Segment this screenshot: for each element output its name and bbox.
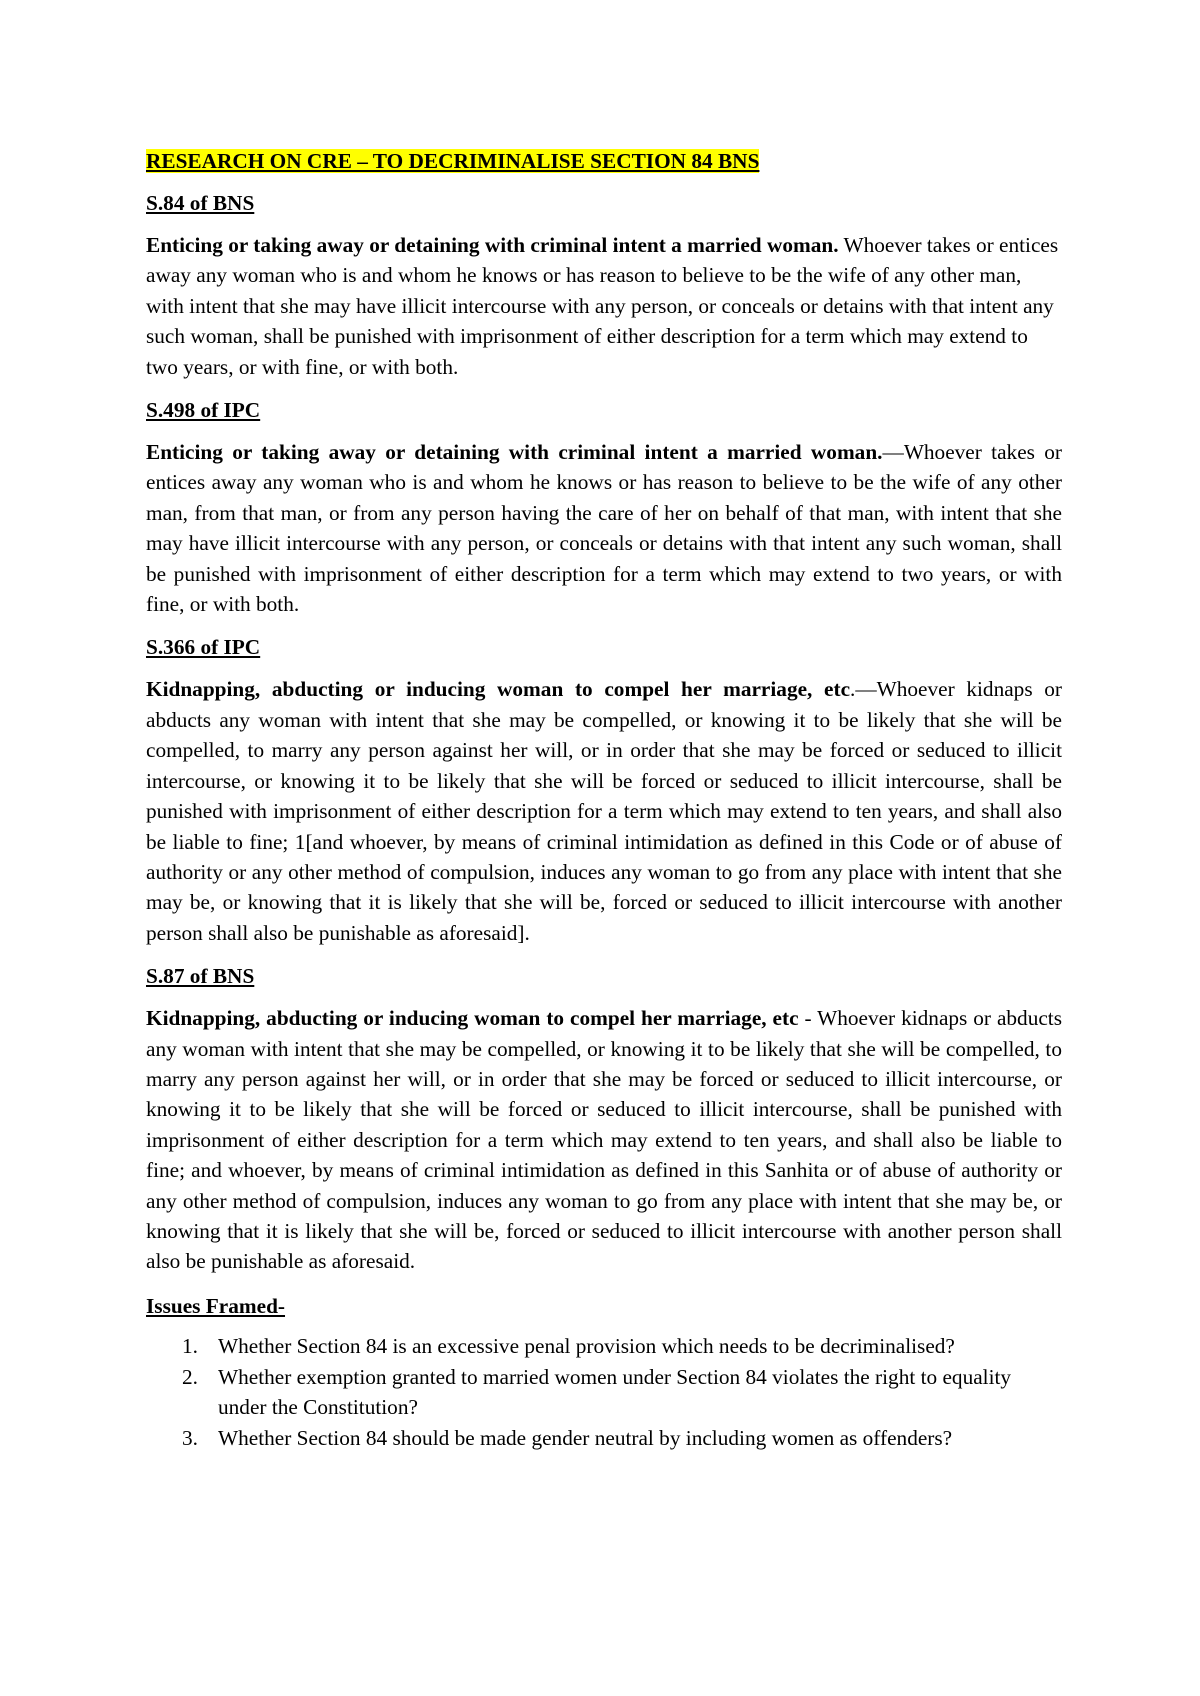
list-item-number: 2.: [182, 1364, 198, 1389]
section-heading-s84-bns: S.84 of BNS: [146, 191, 255, 215]
list-item-text: Whether Section 84 is an excessive penal provision which needs to be decriminalised?: [218, 1333, 955, 1358]
section-lead: Enticing or taking away or detaining with criminal intent a married woman.: [146, 233, 839, 257]
list-item: [182, 1331, 1062, 1361]
section-heading-s87-bns: S.87 of BNS: [146, 964, 255, 989]
section-body: .—Whoever kidnaps or abducts any woman with intent that she may be compelled, or knowing it to be likely that she will be compelled, to marry any person against her will, or in order that she may be forced or seduced to illicit intercourse, or knowing it to be likely that she will be forced or seduced to illicit intercourse, shall be punished with imprisonment of either description for a term which may extend to ten years, and shall also be liable to fine; 1[and whoever, by means of criminal intimidation as defined in this Code or of abuse of authority or any other method of compulsion, induces any woman to go from any place with intent that she may be, or knowing that it is likely that she will be, forced or seduced to illicit intercourse with another person shall also be punishable as aforesaid].: [146, 677, 1063, 945]
list-item-text: Whether Section 84 should be made gender neutral by including women as offenders?: [218, 1425, 953, 1450]
list-item-number: 1.: [182, 1333, 198, 1358]
document-page: [146, 146, 1062, 1454]
section-body: —Whoever takes or entices away any woman who is and whom he knows or has reason to believe to be the wife of any other man, from that man, or from any person having the care of her on behalf of that man, with intent that she may have illicit intercourse with any person, or conceals or detains with that intent any such woman, shall be punished with imprisonment of either description for a term which may extend to two years, or with fine, or with both.: [146, 440, 1062, 617]
section-lead: Kidnapping, abducting or inducing woman to compel her marriage, etc: [146, 677, 851, 702]
issues-list: [146, 1331, 1062, 1453]
document-title-text: RESEARCH ON CRE – TO DECRIMINALISE SECTION 84 BNS: [146, 149, 760, 173]
section-paragraph-s366-ipc: [146, 674, 1062, 948]
list-item-number: 3.: [182, 1425, 198, 1450]
section-heading-s366-ipc: S.366 of IPC: [146, 635, 261, 660]
list-item: [182, 1362, 1062, 1422]
list-item: [182, 1423, 1062, 1453]
section-lead: Kidnapping, abducting or inducing woman to compel her marriage, etc: [146, 1006, 799, 1031]
document-title: [146, 146, 1062, 176]
section-paragraph-s87-bns: [146, 1003, 1062, 1277]
section-paragraph-s84-bns: [146, 230, 1062, 382]
list-item-text: Whether exemption granted to married women under Section 84 violates the right to equality under the Constitution?: [218, 1364, 1012, 1419]
section-heading-s498-ipc: S.498 of IPC: [146, 398, 261, 423]
section-body: Whoever takes or entices away any woman who is and whom he knows or has reason to believe to be the wife of any other man, with intent that she may have illicit intercourse with any person, or conceals or detains with that intent any such woman, shall be punished with imprisonment of either description for a term which may extend to two years, or with fine, or with both.: [146, 233, 1059, 379]
section-lead: Enticing or taking away or detaining with criminal intent a married woman.: [146, 440, 883, 465]
section-paragraph-s498-ipc: [146, 437, 1062, 619]
section-body: - Whoever kidnaps or abducts any woman with intent that she may be compelled, or knowing it to be likely that she will be compelled, to marry any person against her will, or in order that she may be forced or seduced to illicit intercourse, or knowing it to be likely that she will be forced or seduced to illicit intercourse, shall be punished with imprisonment of either description for a term which may extend to ten years, and shall also be liable to fine; and whoever, by means of criminal intimidation as defined in this Sanhita or of abuse of authority or any other method of compulsion, induces any woman to go from any place with intent that she may be, or knowing that it is likely that she will be, forced or seduced to illicit intercourse with another person shall also be punishable as aforesaid.: [146, 1006, 1063, 1274]
issues-heading: Issues Framed-: [146, 1293, 286, 1318]
